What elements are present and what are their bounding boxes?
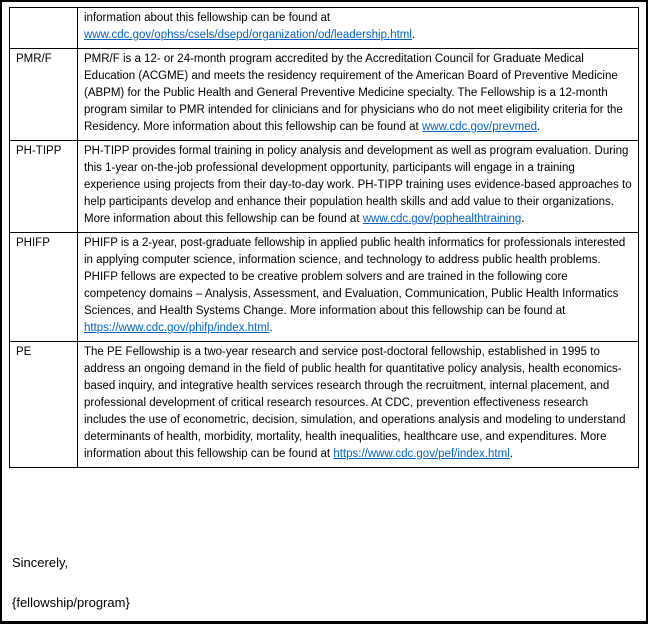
signature-placeholder: {fellowship/program} [12,595,130,610]
fellowship-url-link[interactable]: www.cdc.gov/pophealthtraining [362,213,522,225]
program-abbrev-cell: PE [10,342,78,468]
program-description-cell [78,233,639,342]
description-text: PH-TIPP provides formal training in policy analysis and development as well as program evaluation. During this 1-year on-the-job professional development opportunity, participants will engage in a training experience using projects from their day-to-day work. PH-TIPP training uses evidence-based approaches to help participants develop and enhance their population health skills and add value to their organizations. More information about this fellowship can be found at [84,145,632,225]
fellowship-url-link[interactable]: www.cdc.gov/prevmed [421,121,537,133]
table-row [10,8,639,49]
description-suffix: . [537,121,541,133]
program-abbrev-cell: PMR/F [10,49,78,141]
description-suffix: . [269,322,273,334]
program-abbrev-cell: PH-TIPP [10,141,78,233]
table-row [10,233,639,342]
program-description-cell [78,49,639,141]
table-row [10,342,639,468]
fellowship-table [9,7,639,468]
table-row [10,141,639,233]
program-description-cell [78,8,639,49]
program-description-cell [78,342,639,468]
program-abbrev-cell: PHIFP [10,233,78,342]
fellowship-url-link[interactable]: www.cdc.gov/ophss/csels/dsepd/organization/od/leadership.html [84,29,412,41]
description-suffix: . [521,213,525,225]
description-text: The PE Fellowship is a two-year research and service post-doctoral fellowship, established in 1995 to address an ongoing demand in the field of public health for quantitative policy analysis, health economics-based inquiry, and integrative health services research through the recruitment, internal placement, and professional development of critical research resources. At CDC, prevention effectiveness research includes the use of econometric, decision, simulation, and operations analysis and modeling to understand determinants of health, morbidity, mortality, health inequalities, healthcare use, and expenditures. More information about this fellowship can be found at [84,346,626,460]
description-text: PMR/F is a 12- or 24-month program accredited by the Accreditation Council for Graduate Medical Education (ACGME) and meets the residency requirement of the American Board of Preventive Medicine (ABPM) for the Public Health and General Preventive Medicine specialty. The Fellowship is a 12-month program similar to PMR intended for clinicians and for physicians who do not meet eligibility criteria for the Residency. More information about this fellowship can be found at [84,53,623,133]
description-text: information about this fellowship can be found at [84,12,331,24]
program-abbrev-cell [10,8,78,49]
description-suffix: . [509,448,513,460]
fellowship-url-link[interactable]: https://www.cdc.gov/phifp/index.html [84,322,270,334]
fellowship-url-link[interactable]: https://www.cdc.gov/pef/index.html [333,448,510,460]
description-text: PHIFP is a 2-year, post-graduate fellowship in applied public health informatics for professionals interested in applying computer science, information science, and technology to address public health problems. PHIFP fellows are expected to be creative problem solvers and are trained in the following core competency domains – Analysis, Assessment, and Evaluation, Communication, Public Health Informatics Sciences, and Health Systems Change. More information about this fellowship can be found at [84,237,626,317]
table-row [10,49,639,141]
closing-sincerely: Sincerely, [12,555,69,570]
program-description-cell [78,141,639,233]
description-suffix: . [411,29,416,41]
